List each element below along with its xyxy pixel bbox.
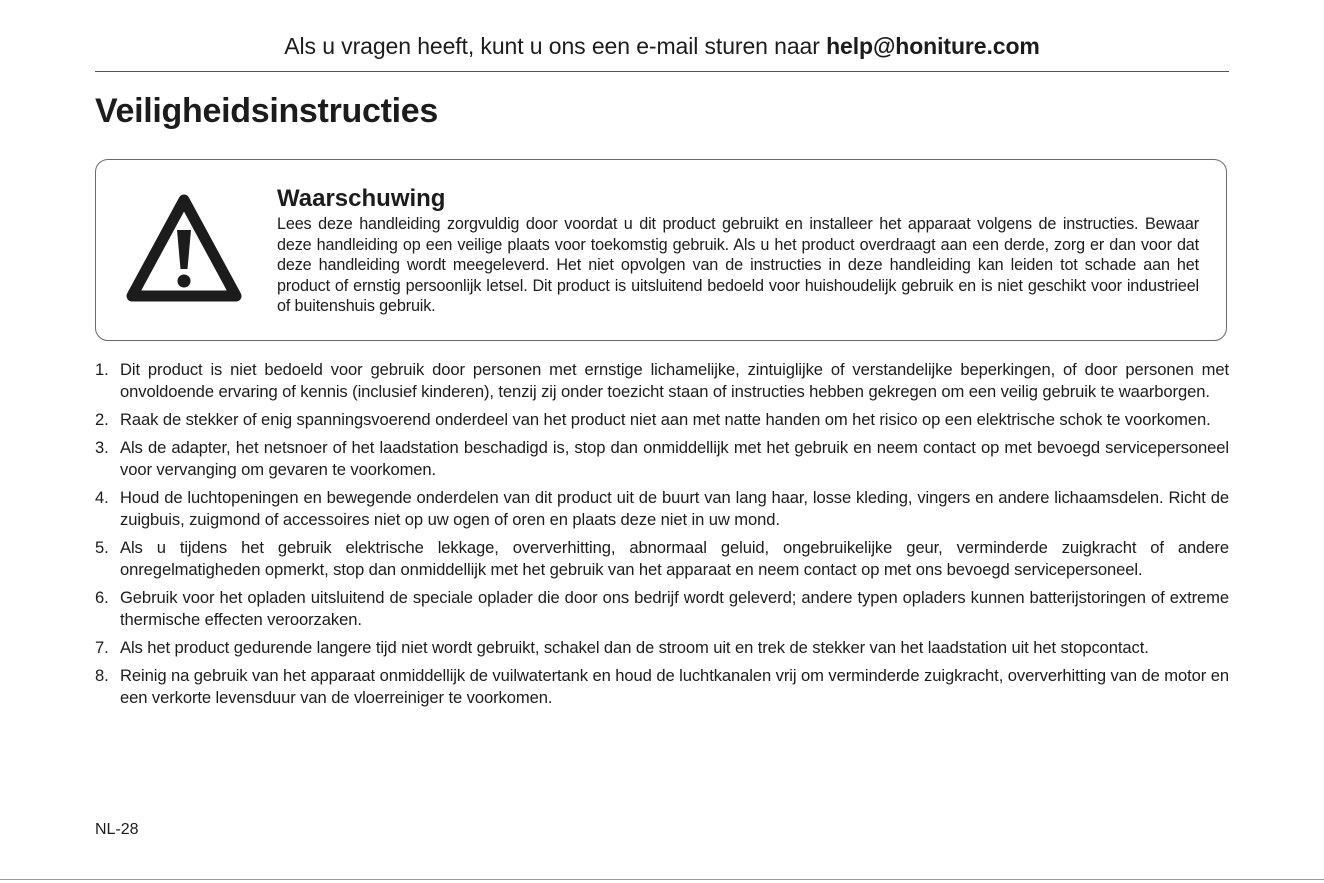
item-text: Gebruik voor het opladen uitsluitend de speciale oplader die door ons bedrijf wordt geleverd; andere typen opladers kunnen batterijstoringen of extreme thermische effecten veroorzaken.	[120, 588, 1229, 629]
warning-triangle-icon	[124, 192, 244, 306]
list-item	[95, 665, 1229, 709]
header-text: Als u vragen heeft, kunt u ons een e-mail sturen naar	[284, 33, 820, 59]
list-item	[95, 537, 1229, 581]
page-number: NL-28	[95, 821, 139, 838]
item-number: 5.	[95, 538, 109, 557]
warning-box	[95, 159, 1227, 341]
list-item	[95, 487, 1229, 531]
item-text: Als u tijdens het gebruik elektrische lekkage, oververhitting, abnormaal geluid, ongebruikelijke geur, verminderde zuigkracht of andere onregelmatigheden opmerkt, stop dan onmiddellijk met het gebruik van het apparaat en neem contact op met ons bevoegd servicepersoneel.	[120, 538, 1229, 579]
page-bottom-edge	[0, 879, 1324, 880]
warning-title: Waarschuwing	[277, 185, 446, 212]
item-number: 3.	[95, 438, 109, 457]
list-item	[95, 409, 1229, 431]
page-title: Veiligheidsinstructies	[95, 92, 438, 130]
item-text: Als de adapter, het netsnoer of het laadstation beschadigd is, stop dan onmiddellijk met het gebruik en neem contact op met bevoegd servicepersoneel voor vervanging om gevaren te voorkomen.	[120, 438, 1229, 479]
item-number: 7.	[95, 638, 109, 657]
list-item	[95, 587, 1229, 631]
page-header	[95, 30, 1229, 62]
list-item	[95, 637, 1229, 659]
item-number: 4.	[95, 488, 109, 507]
item-number: 8.	[95, 666, 109, 685]
item-text: Als het product gedurende langere tijd niet wordt gebruikt, schakel dan de stroom uit en trek de stekker van het laadstation uit het stopcontact.	[120, 638, 1149, 657]
item-text: Houd de luchtopeningen en bewegende onderdelen van dit product uit de buurt van lang haar, losse kleding, vingers en andere lichaamsdelen. Richt de zuigbuis, zuigmond of accessoires niet op uw ogen of oren en plaats deze niet in uw mond.	[120, 488, 1229, 529]
header-divider	[95, 71, 1229, 72]
list-item	[95, 359, 1229, 403]
item-number: 2.	[95, 410, 109, 429]
instructions-list	[95, 359, 1229, 715]
item-text: Raak de stekker of enig spanningsvoerend onderdeel van het product niet aan met natte handen om het risico op een elektrische schok te voorkomen.	[120, 410, 1211, 429]
item-number: 6.	[95, 588, 109, 607]
list-item	[95, 437, 1229, 481]
warning-text: Lees deze handleiding zorgvuldig door voordat u dit product gebruikt en installeer het apparaat volgens de instructies. Bewaar deze handleiding op een veilige plaats voor toekomstig gebruik. Als u het product overdraagt aan een derde, zorg er dan voor dat deze handleiding wordt meegeleverd. Het niet opvolgen van de instructies in deze handleiding kan leiden tot schade aan het product of ernstig persoonlijk letsel. Dit product is uitsluitend bedoeld voor huishoudelijk gebruik en is niet geschikt voor industrieel of buitenshuis gebruik.	[277, 215, 1199, 315]
item-text: Dit product is niet bedoeld voor gebruik door personen met ernstige lichamelijke, zintuiglijke of verstandelijke beperkingen, of door personen met onvoldoende ervaring of kennis (inclusief kinderen), tenzij zij onder toezicht staan of instructies hebben gekregen om een veilig gebruik te waarborgen.	[120, 360, 1229, 401]
item-text: Reinig na gebruik van het apparaat onmiddellijk de vuilwatertank en houd de luchtkanalen vrij om verminderde zuigkracht, oververhitting van de motor en een verkorte levensduur van de vloerreiniger te voorkomen.	[120, 666, 1229, 707]
header-email[interactable]: help@honiture.com	[826, 33, 1040, 59]
item-number: 1.	[95, 360, 109, 379]
